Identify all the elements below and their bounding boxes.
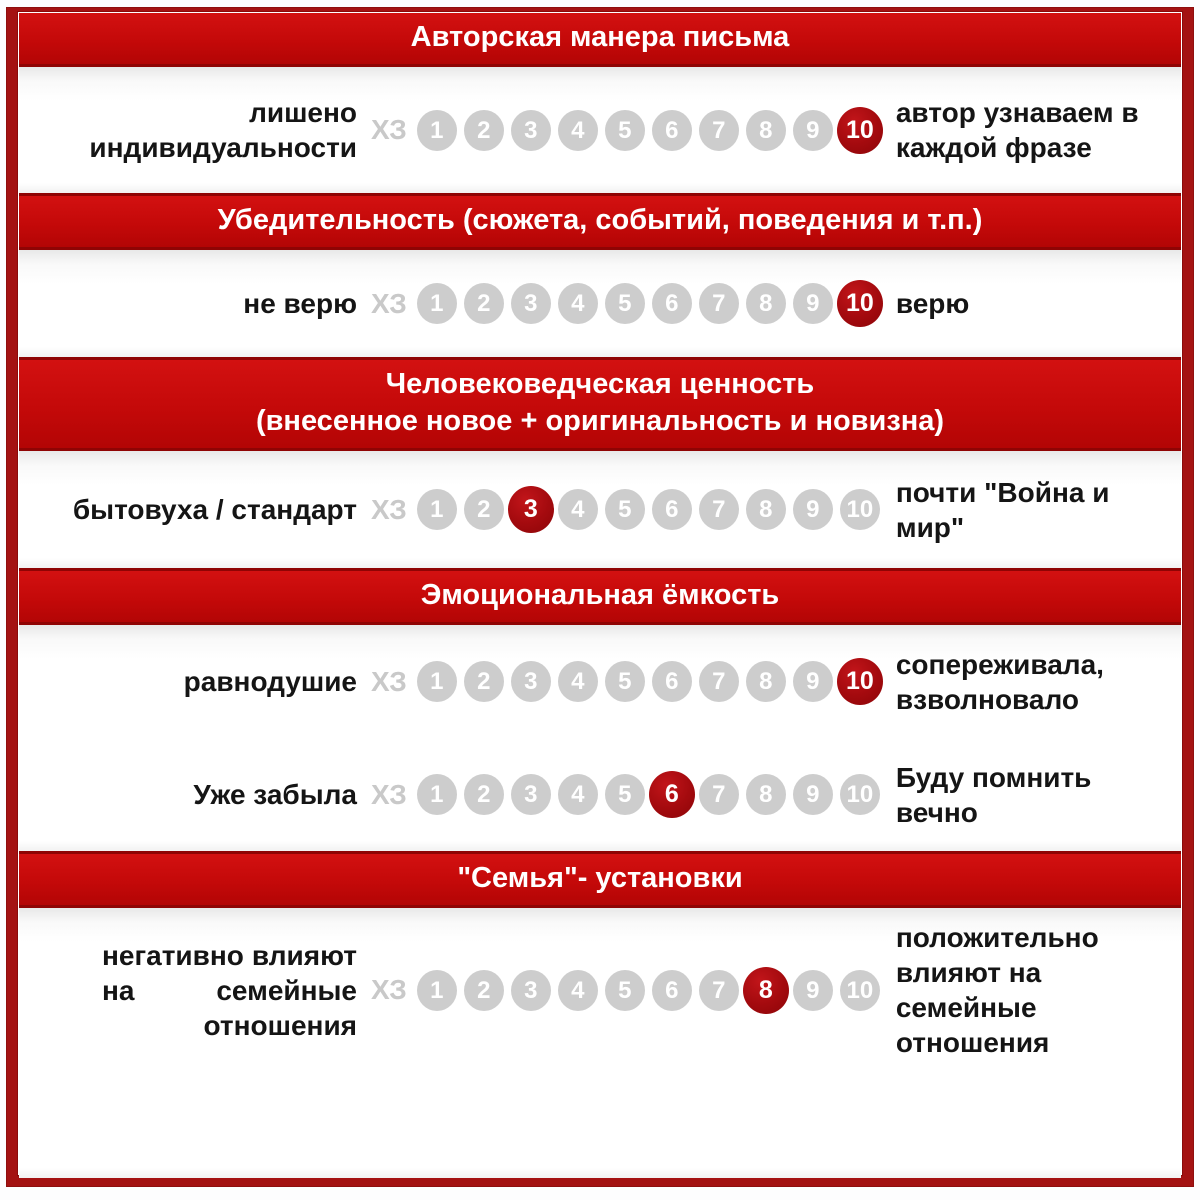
rating-scale [417,280,880,327]
dont-know-option[interactable]: ХЗ [371,665,407,697]
rating-section [19,357,1181,568]
rating-circle-4[interactable]: 4 [558,970,598,1011]
section-header [19,357,1181,451]
left-anchor-label: равнодушие [183,666,357,697]
rating-circle-3[interactable]: 3 [511,110,551,151]
rating-circle-6-selected[interactable]: 6 [649,771,695,818]
rating-circle-9[interactable]: 9 [793,970,833,1011]
rating-circle-1[interactable]: 1 [417,970,457,1011]
right-anchor-label: почти "Война и мир" [895,476,1110,543]
rating-circle-5[interactable]: 5 [605,283,645,324]
rating-circle-3[interactable]: 3 [511,283,551,324]
rating-circle-10-selected[interactable]: 10 [837,280,883,327]
rating-circle-1[interactable]: 1 [417,774,457,815]
rating-circle-10[interactable]: 10 [840,489,880,530]
dont-know-option[interactable]: ХЗ [371,287,407,319]
rating-circle-4[interactable]: 4 [558,774,598,815]
rating-circle-1[interactable]: 1 [417,283,457,324]
rating-circle-8-selected[interactable]: 8 [743,967,789,1014]
rating-section [19,851,1181,1178]
rating-circle-8[interactable]: 8 [746,661,786,702]
section-subtitle: (внесенное новое + оригинальность и новизна) [255,405,945,437]
rating-circle-8[interactable]: 8 [746,774,786,815]
section-title: Убедительность (сюжета, событий, поведения и т.п.) [217,204,983,236]
section-rows [19,451,1181,568]
rating-circle-6[interactable]: 6 [652,970,692,1011]
section-title: Авторская манера письма [410,21,790,53]
dont-know-option[interactable]: ХЗ [371,778,407,810]
rating-circle-7[interactable]: 7 [699,489,739,530]
rating-circle-3[interactable]: 3 [511,970,551,1011]
rating-section [19,568,1181,851]
rating-section [19,13,1181,193]
rating-circle-1[interactable]: 1 [417,489,457,530]
rating-circle-9[interactable]: 9 [793,283,833,324]
right-anchor-label: верю [895,288,970,319]
rating-circle-6[interactable]: 6 [652,489,692,530]
rating-row [19,625,1181,738]
rating-scale [417,771,880,818]
rating-table [7,8,1193,1186]
rating-row [19,451,1181,568]
rating-circle-7[interactable]: 7 [699,774,739,815]
left-anchor-label: Уже забыла [193,779,357,810]
left-anchor-label: лишено индивидуальности [89,97,357,163]
rating-circle-3-selected[interactable]: 3 [508,486,554,533]
left-anchor-label: негативно влияют на семейные отношения [102,939,357,1041]
section-rows [19,67,1181,193]
rating-circle-3[interactable]: 3 [511,661,551,702]
rating-circle-5[interactable]: 5 [605,774,645,815]
left-anchor-label: бытовуха / стандарт [72,494,357,525]
rating-circle-5[interactable]: 5 [605,489,645,530]
rating-circle-10-selected[interactable]: 10 [837,107,883,154]
rating-scale [417,658,880,705]
rating-row [19,250,1181,357]
rating-scale [417,967,880,1014]
rating-circle-5[interactable]: 5 [605,970,645,1011]
rating-section [19,193,1181,357]
rating-circle-9[interactable]: 9 [793,110,833,151]
section-title: Человековедческая ценность [385,368,815,400]
rating-circle-9[interactable]: 9 [793,774,833,815]
dont-know-option[interactable]: ХЗ [371,114,407,145]
section-header [19,568,1181,625]
right-anchor-label: положительно влияют на семейные отношения [895,922,1099,1058]
rating-circle-4[interactable]: 4 [558,283,598,324]
rating-circle-6[interactable]: 6 [652,110,692,151]
rating-circle-8[interactable]: 8 [746,283,786,324]
section-header [19,13,1181,67]
section-rows [19,625,1181,851]
rating-circle-5[interactable]: 5 [605,110,645,151]
rating-circle-4[interactable]: 4 [558,110,598,151]
rating-circle-2[interactable]: 2 [464,489,504,530]
rating-circle-2[interactable]: 2 [464,774,504,815]
rating-circle-4[interactable]: 4 [558,661,598,702]
rating-circle-6[interactable]: 6 [652,283,692,324]
rating-circle-4[interactable]: 4 [558,489,598,530]
rating-circle-2[interactable]: 2 [464,110,504,151]
rating-circle-7[interactable]: 7 [699,283,739,324]
rating-circle-10-selected[interactable]: 10 [837,658,883,705]
section-rows [19,250,1181,357]
rating-row [19,738,1181,851]
rating-circle-7[interactable]: 7 [699,110,739,151]
rating-circle-2[interactable]: 2 [464,970,504,1011]
dont-know-option[interactable]: ХЗ [371,493,407,525]
rating-circle-8[interactable]: 8 [746,110,786,151]
section-title: Эмоциональная ёмкость [420,579,780,611]
right-anchor-label: Буду помнить вечно [895,761,1092,828]
rating-row [19,908,1181,1178]
rating-circle-7[interactable]: 7 [699,970,739,1011]
rating-circle-1[interactable]: 1 [417,661,457,702]
rating-row [19,67,1181,193]
rating-circle-8[interactable]: 8 [746,489,786,530]
right-anchor-label: сопереживала, взволновало [895,648,1104,715]
section-header [19,193,1181,250]
rating-circle-3[interactable]: 3 [511,774,551,815]
right-anchor-label: автор узнаваем в каждой фразе [895,97,1139,163]
rating-circle-9[interactable]: 9 [793,489,833,530]
rating-scale [417,486,880,533]
rating-circle-2[interactable]: 2 [464,661,504,702]
rating-circle-2[interactable]: 2 [464,283,504,324]
rating-circle-5[interactable]: 5 [605,661,645,702]
section-title: "Семья"- установки [457,862,743,894]
rating-circle-7[interactable]: 7 [699,661,739,702]
section-header [19,851,1181,908]
rating-circle-10[interactable]: 10 [840,970,880,1011]
dont-know-option[interactable]: ХЗ [371,974,407,1005]
rating-scale [417,107,880,154]
rating-circle-9[interactable]: 9 [793,661,833,702]
rating-circle-1[interactable]: 1 [417,110,457,151]
rating-circle-6[interactable]: 6 [652,661,692,702]
left-anchor-label: не верю [243,288,357,319]
section-rows [19,908,1181,1178]
rating-circle-10[interactable]: 10 [840,774,880,815]
